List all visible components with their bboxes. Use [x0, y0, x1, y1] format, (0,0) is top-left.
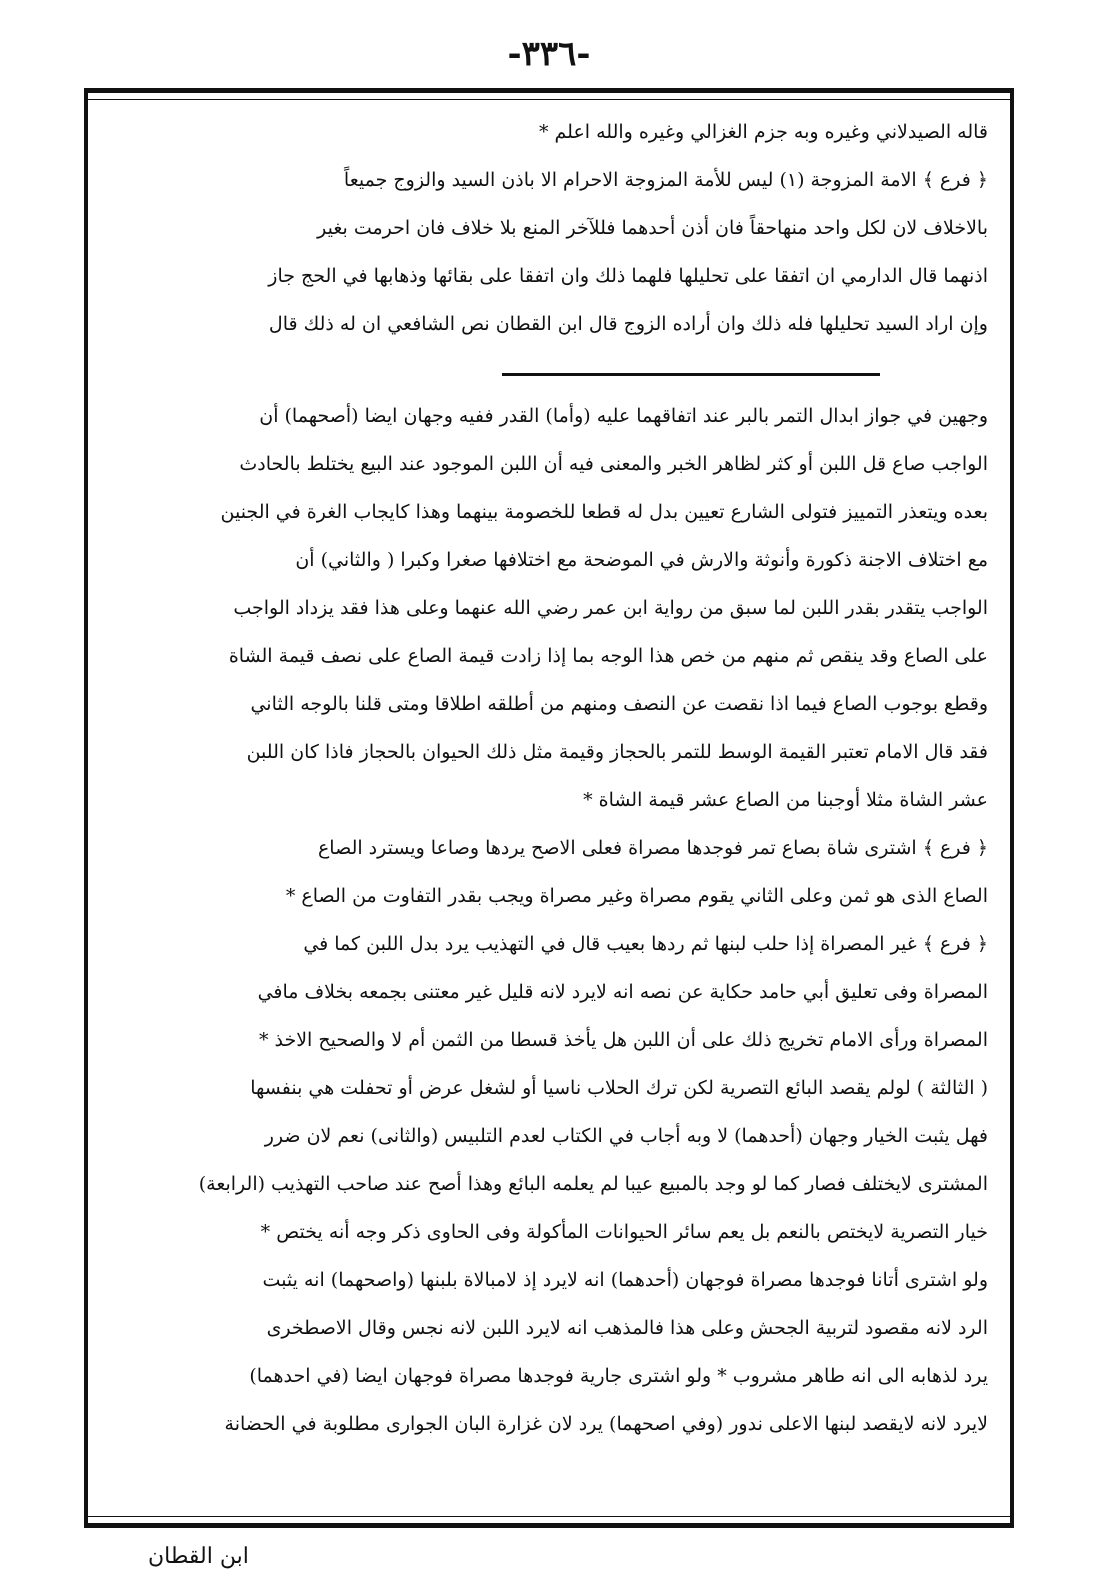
- text-line: وجهين في جواز ابدال التمر بالبر عند اتفاقهما عليه (وأما) القدر ففيه وجهان ايضا (أصحهما) أن: [259, 405, 988, 427]
- text-line: الواجب يتقدر بقدر اللبن لما سبق من رواية ابن عمر رضي الله عنهما وعلى هذا فقد يزداد الواجب: [233, 597, 988, 619]
- text-line: وإن اراد السيد تحليلها فله ذلك وان أراده الزوج قال ابن القطان نص الشافعي ان له ذلك قال: [268, 313, 988, 335]
- text-line: يرد لذهابه الى انه طاهر مشروب * ولو اشترى جارية فوجدها مصراة فوجهان ايضا (في احدهما): [249, 1365, 988, 1387]
- text-line: الواجب صاع قل اللبن أو كثر لظاهر الخبر والمعنى فيه أن اللبن الموجود عند البيع يختلط بالحادث: [239, 453, 988, 475]
- text-line: الصاع الذى هو ثمن وعلى الثاني يقوم مصراة وغير مصراة ويجب بقدر التفاوت من الصاع *: [285, 885, 988, 907]
- upper-text-block: [110, 108, 988, 348]
- text-line: ( الثالثة ) لولم يقصد البائع التصرية لكن ترك الحلاب ناسيا أو لشغل عرض أو تحفلت هي بنفسها: [250, 1077, 988, 1099]
- text-line: المصراة ورأى الامام تخريج ذلك على أن اللبن هل يأخذ قسطا من الثمن أم لا والصحيح الاخذ *: [258, 1029, 988, 1051]
- text-line: مع اختلاف الاجنة ذكورة وأنوثة والارش في الموضحة مع اختلافها صغرا وكبرا ( والثاني) أن: [295, 549, 988, 571]
- text-line: عشر الشاة مثلا أوجبنا من الصاع عشر قيمة الشاة *: [583, 789, 988, 811]
- text-line: ﴿ فرع ﴾ غير المصراة إذا حلب لبنها ثم ردها بعيب قال في التهذيب يرد بدل اللبن كما في: [303, 933, 988, 955]
- text-line: بالاخلاف لان لكل واحد منهاحقاً فان أذن أحدهما فللآخر المنع بلا خلاف فان احرمت بغير: [317, 217, 988, 239]
- text-line: فهل يثبت الخيار وجهان (أحدهما) لا وبه أجاب في الكتاب لعدم التلبيس (والثانى) نعم لان ضرر: [264, 1125, 988, 1147]
- text-line: وقطع بوجوب الصاع فيما اذا نقصت عن النصف ومنهم من أطلقه اطلاقا ومتى قلنا بالوجه الثاني: [250, 693, 988, 715]
- commentary-text-block: [110, 392, 988, 1448]
- text-line: فقد قال الامام تعتبر القيمة الوسط للتمر بالحجاز وقيمة مثل ذلك الحيوان بالحجاز فاذا كان اللبن: [246, 741, 988, 763]
- text-line: ﴿ فرع ﴾ الامة المزوجة (١) ليس للأمة المزوجة الاحرام الا باذن السيد والزوج جميعاً: [343, 169, 988, 191]
- text-line: المشترى لايختلف فصار كما لو وجد بالمبيع عيبا لم يعلمه البائع وهذا أصح عند صاحب التهذيب (الرابعة): [198, 1173, 988, 1195]
- page-number: -٣٣٦-: [507, 34, 591, 74]
- footnote: ابن القطان: [148, 1544, 249, 1569]
- text-line: ﴿ فرع ﴾ اشترى شاة بصاع تمر فوجدها مصراة فعلى الاصح يردها وصاعا ويسترد الصاع: [317, 837, 988, 859]
- text-line: خيار التصرية لايختص بالنعم بل يعم سائر الحيوانات المأكولة وفى الحاوى ذكر وجه أنه يختص *: [260, 1221, 988, 1243]
- text-line: اذنهما قال الدارمي ان اتفقا على تحليلها فلهما ذلك وان اتفقا على بقائها وذهابها في الحج جاز: [268, 265, 988, 287]
- text-line: ولو اشترى أتانا فوجدها مصراة فوجهان (أحدهما) انه لايرد إذ لامبالاة بلبنها (واصحهما) انه يثبت: [262, 1269, 988, 1291]
- text-line: لايرد لانه لايقصد لبنها الاعلى ندور (وفي اصحهما) يرد لان غزارة البان الجوارى مطلوبة في الحضانة: [224, 1413, 988, 1435]
- text-line: قاله الصيدلاني وغيره وبه جزم الغزالي وغيره والله اعلم *: [538, 121, 988, 143]
- text-line: المصراة وفى تعليق أبي حامد حكاية عن نصه انه لايرد لانه قليل غير معتنى بجمعه بخلاف مافي: [257, 981, 988, 1003]
- text-line: على الصاع وقد ينقص ثم منهم من خص هذا الوجه بما إذا زادت قيمة الصاع على نصف قيمة الشاة: [228, 645, 988, 667]
- section-divider: [502, 373, 880, 376]
- text-line: بعده ويتعذر التمييز فتولى الشارع تعيين بدل له قطعا للخصومة بينهما وهذا كايجاب الغرة في الجنين: [220, 501, 988, 523]
- text-line: الرد لانه مقصود لتربية الجحش وعلى هذا فالمذهب انه لايرد اللبن لانه نجس وقال الاصطخرى: [266, 1317, 988, 1339]
